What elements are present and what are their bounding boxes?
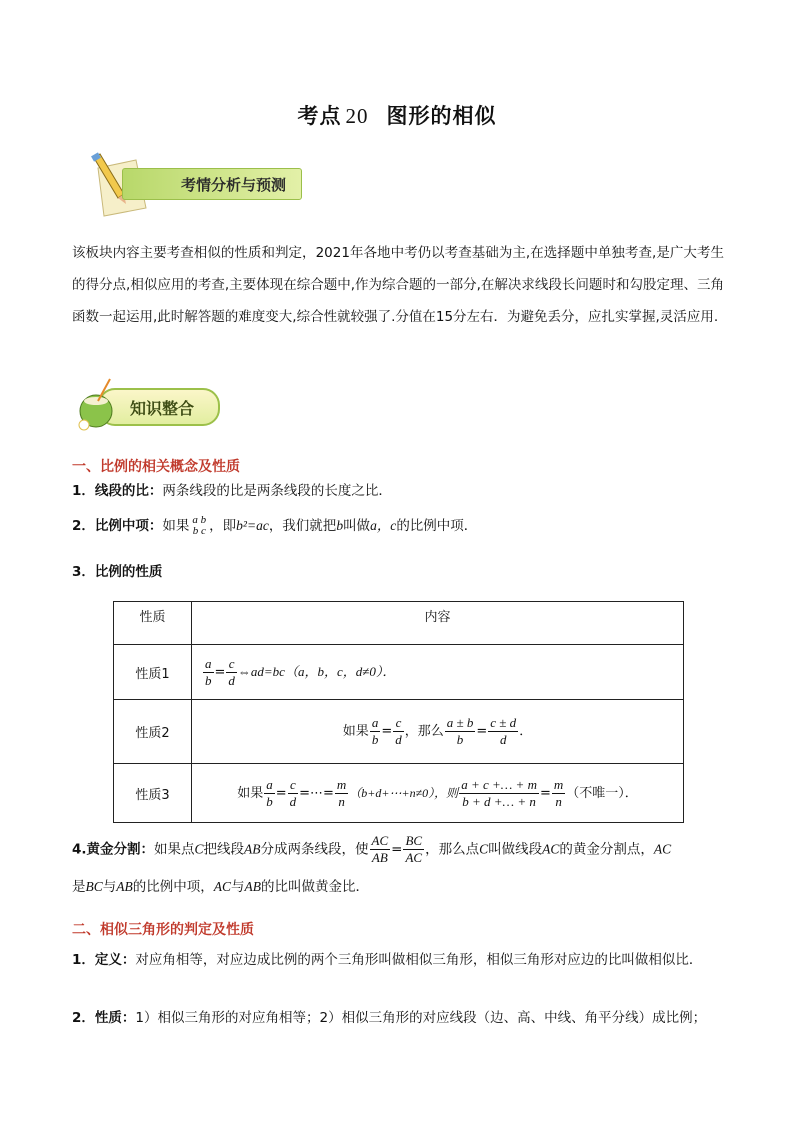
table-header: 内容 <box>192 602 684 645</box>
item4-c2: C <box>479 841 489 857</box>
item2-vars: a，c <box>370 518 397 533</box>
item4-ac: AC <box>542 841 560 857</box>
table-row-content: 如果 $\frac{a}{b}$ = $\frac{c}{d}$ =⋯= $\frac{m}{n}$ （b+d+⋯+n≠0），则 $\frac{a + c +\dots + m}{b + d +\dots + n}$ = $\frac{m}{n}$ （不唯一）． <box>192 764 684 823</box>
item2-label: 2．比例中项： <box>72 518 163 534</box>
item4-line2-d: 与 <box>231 879 245 895</box>
item4-ab3: AB <box>244 879 262 894</box>
table-row-content: 如果 $\frac{a}{b}$ = $\frac{c}{d}$ ，那么 $\frac{a \pm b}{b}$ = $\frac{c \pm d}{d}$ ． <box>192 700 684 764</box>
section1-heading: 一、比例的相关概念及性质 <box>72 459 240 475</box>
item1-text: 两条线段的比是两条线段的长度之比． <box>162 483 392 499</box>
fraction: $\frac{BC}{AC}$ <box>405 833 423 865</box>
table-row-name: 性质3 <box>114 764 192 823</box>
item2-text-a: 如果 <box>162 518 190 534</box>
item4-text-c: 分成两条线段，使 <box>260 841 369 858</box>
s2-item2-label: 2．性质： <box>72 1010 136 1026</box>
properties-table <box>113 601 684 823</box>
item4-ac2: AC <box>653 841 672 857</box>
item4-bc: BC <box>85 879 103 894</box>
section1-item2 <box>72 515 724 537</box>
fraction: $\frac{a + c +\dots + m}{b + d +\dots + n}$ <box>461 776 537 809</box>
item2-text-e: 的比例中项． <box>396 518 478 534</box>
item2-text-d: 叫做 <box>343 518 371 534</box>
item4-text-d: ，那么点 <box>425 841 480 858</box>
section2-item1 <box>72 947 724 973</box>
fraction: $\frac{a}{b}$ <box>371 715 379 747</box>
fraction: $\frac{a}{b}$ <box>205 655 212 688</box>
analysis-banner <box>84 150 304 220</box>
analysis-banner-label: 考情分析与预测 <box>181 176 287 194</box>
fraction: $\frac{a}{b}$ <box>266 776 273 809</box>
item4-text-a: 如果点 <box>154 841 195 858</box>
item1-label: 1．线段的比： <box>72 483 163 499</box>
fraction: $\frac{c}{d}$ <box>228 655 235 688</box>
knowledge-banner-label: 知识整合 <box>130 399 195 418</box>
item2-text-b: ，即 <box>209 518 237 534</box>
s2-item1-label: 1．定义： <box>72 952 136 968</box>
table-row-name: 性质1 <box>114 645 192 700</box>
item4-line2-c: 的比例中项， <box>132 879 214 895</box>
table-header: 性质 <box>114 602 192 645</box>
property2-pre: 如果 <box>342 724 369 739</box>
section1-item3: 3．比例的性质 <box>72 564 163 580</box>
fraction: $\frac{m}{n}$ <box>336 776 347 809</box>
section1-item4: 4.黄金分割：如果点C把线段AB分成两条线段，使 $\frac{AC}{AB}$ = $\frac{BC}{AC}$ ，那么点C叫做线段AC的黄金分割点，AC <box>72 833 672 865</box>
fraction: $\frac{c}{d}$ <box>395 715 402 747</box>
item4-label: 4.黄金分割： <box>72 841 155 858</box>
s2-item2-text: 1）相似三角形的对应角相等；2）相似三角形的对应线段（边、高、中线、角平分线）成比例； <box>135 1010 707 1026</box>
section1-item1 <box>72 480 724 502</box>
knowledge-banner <box>74 375 224 435</box>
title-text: 图形的相似 <box>386 104 497 128</box>
property1-text: ⇔ad=bc（a，b，c，d≠0）． <box>237 663 396 679</box>
title-prefix: 考点 <box>297 104 342 128</box>
analysis-banner-bar <box>122 168 302 200</box>
coconut-icon <box>74 375 124 435</box>
table-row-name: 性质2 <box>114 700 192 764</box>
fraction: $\frac{c}{d}$ <box>289 776 297 809</box>
item4-text-f: 的黄金分割点， <box>559 841 654 858</box>
item4-c: C <box>194 841 204 857</box>
section2-heading: 二、相似三角形的判定及性质 <box>72 922 254 938</box>
item2-var: b <box>336 518 344 533</box>
intro-paragraph: 该板块内容主要考查相似的性质和判定，2021年各地中考仍以考查基础为主,在选择题中单独考查,是广大考生的得分点,相似应用的考查,主要体现在综合题中,作为综合题的一部分,在解决求线段长问题时和勾股定理、三角函数一起运用,此时解答题的难度变大,综合性就较强了.分值在15分左右．为避免丢分，应扎实掌握,灵活应用. <box>72 245 724 325</box>
title-number: 20 <box>345 104 369 128</box>
item4-ab2: AB <box>116 879 133 894</box>
item4-line2-a: 是 <box>72 879 86 895</box>
section1-item4-line2 <box>72 876 724 898</box>
property3-mid: （b+d+⋯+n≠0），则 <box>349 785 459 800</box>
table-row-content: $\frac{a}{b}$ = $\frac{c}{d}$ ⇔ad=bc（a，b，c，d≠0）． <box>192 645 684 700</box>
property3-post: （不唯一）． <box>566 785 638 801</box>
fraction: $\frac{m}{n}$ <box>553 776 564 809</box>
item4-line2-e: 的比叫做黄金比． <box>261 879 370 895</box>
property3-pre: 如果 <box>237 785 264 801</box>
page-title <box>0 100 794 130</box>
item4-text-e: 叫做线段 <box>488 841 543 858</box>
fraction: $\frac{a \pm b}{b}$ <box>446 715 474 747</box>
s2-item1-text: 对应角相等，对应边成比例的两个三角形叫做相似三角形，相似三角形对应边的比叫做相似比． <box>135 952 703 968</box>
item2-eq: b²=ac <box>236 518 269 533</box>
item4-text-b: 把线段 <box>203 841 245 858</box>
fraction-a-b: a b b c <box>192 514 207 537</box>
item4-line2-b: 与 <box>102 879 117 895</box>
item2-text-c: ，我们就把 <box>268 518 337 534</box>
fraction: $\frac{AC}{AB}$ <box>371 833 389 865</box>
fraction: $\frac{c \pm d}{d}$ <box>490 715 517 747</box>
section2-item2 <box>72 1007 724 1029</box>
property2-post: ． <box>519 724 533 739</box>
property2-mid: ，那么 <box>404 724 444 739</box>
item4-ac3: AC <box>213 879 232 894</box>
item4-ab: AB <box>244 841 261 857</box>
